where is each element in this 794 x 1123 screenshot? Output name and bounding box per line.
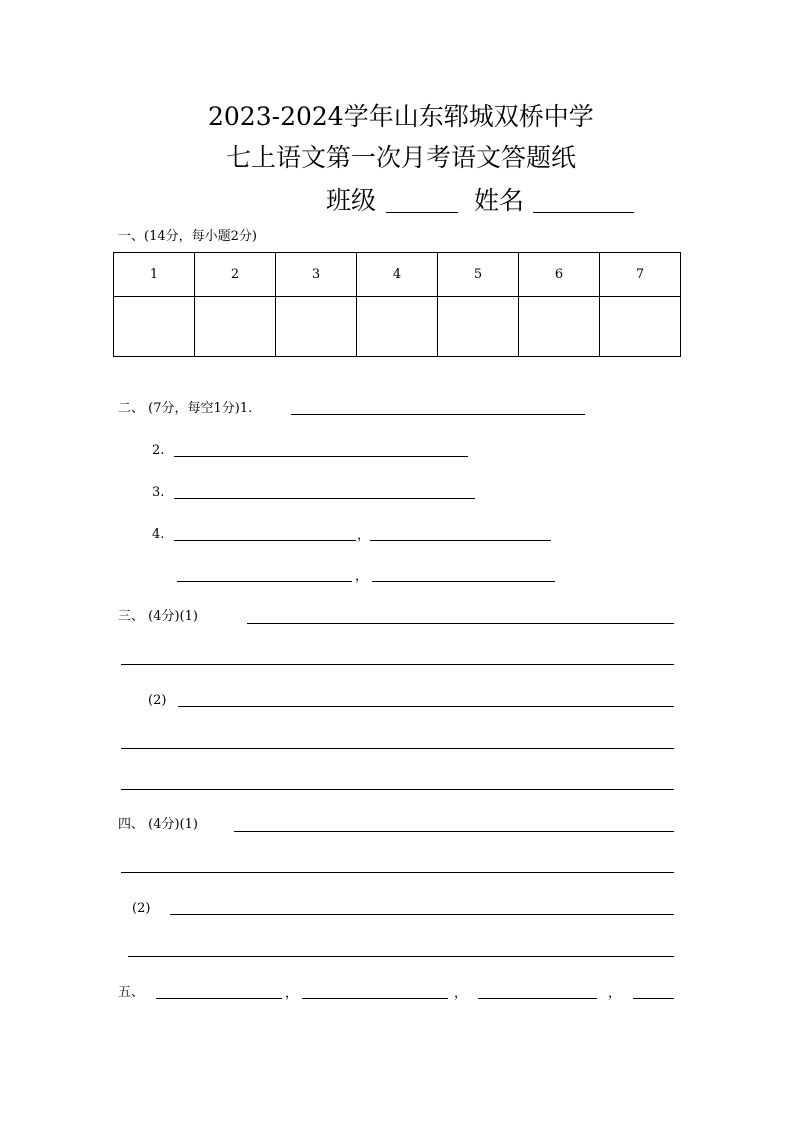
name-label: 姓名 [474,186,525,215]
section3-blank-1[interactable] [247,623,674,624]
section5-blank-3[interactable] [478,998,597,999]
section2-item-4: 4. [152,527,165,542]
section5-label: 五、 [118,985,145,1000]
title-line-2: 七上语文第一次月考语文答题纸 [226,143,577,172]
comma: ， [454,986,468,1001]
section4-blank-2[interactable] [121,872,674,873]
section3-sub-2: (2) [148,693,167,708]
section3-label: 三、 (4分)(1) [118,609,198,624]
section4-label: 四、 (4分)(1) [118,817,198,832]
grid-header-cell: 1 [114,253,195,297]
section4-blank-1[interactable] [234,831,674,832]
grid-header-cell: 5 [438,253,519,297]
section2-item-3: 3. [152,485,165,500]
section3-blank-2[interactable] [121,664,674,665]
section5-blank-2[interactable] [302,998,448,999]
grid-answer-cell[interactable] [276,297,357,357]
grid-header-cell: 7 [600,253,681,297]
grid-header-cell: 2 [195,253,276,297]
section2-blank-3[interactable] [174,498,475,499]
section1-label: 一、(14分，每小题2分) [118,229,257,244]
section2-item-2: 2. [152,443,165,458]
grid-answer-cell[interactable] [357,297,438,357]
answer-grid [113,252,681,357]
section3-blank-4[interactable] [121,748,674,749]
grid-header-cell: 3 [276,253,357,297]
comma: ， [608,986,622,1001]
title-line-1: 2023-2024学年山东郓城双桥中学 [208,102,594,131]
section5-blank-4[interactable] [633,998,674,999]
grid-answer-cell[interactable] [438,297,519,357]
grid-answer-cell[interactable] [195,297,276,357]
section2-blank-4c[interactable] [177,581,352,582]
section4-blank-3[interactable] [170,914,674,915]
section4-sub-2: (2) [132,901,151,916]
section2-blank-4d[interactable] [372,581,555,582]
answer-grid-header-row [114,253,681,297]
section2-blank-4b[interactable] [370,540,551,541]
class-blank[interactable] [386,212,458,213]
grid-answer-cell[interactable] [114,297,195,357]
section2-blank-1[interactable] [291,414,585,415]
comma: ， [285,986,299,1001]
grid-answer-cell[interactable] [519,297,600,357]
grid-header-cell: 6 [519,253,600,297]
class-label: 班级 [326,186,377,215]
section2-blank-2[interactable] [174,456,468,457]
answer-grid-answer-row [114,297,681,357]
section3-blank-5[interactable] [121,789,674,790]
section4-blank-4[interactable] [128,956,674,957]
section2-label: 二、 (7分，每空1分)1. [118,401,253,416]
comma: ， [357,528,371,543]
comma: ， [355,569,369,584]
section5-blank-1[interactable] [156,998,282,999]
grid-header-cell: 4 [357,253,438,297]
name-blank[interactable] [533,212,634,213]
grid-answer-cell[interactable] [600,297,681,357]
section3-blank-3[interactable] [178,706,674,707]
section2-blank-4a[interactable] [174,540,356,541]
